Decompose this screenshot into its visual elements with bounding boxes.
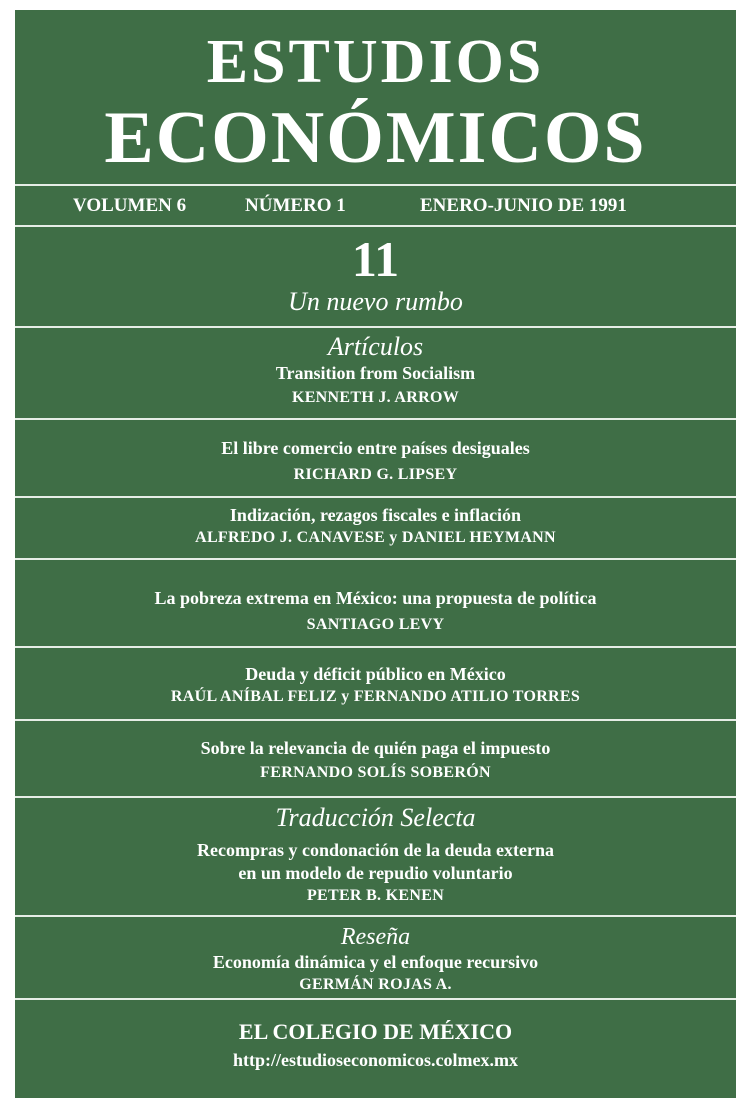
journal-url: http://estudioseconomicos.colmex.mx bbox=[233, 1050, 518, 1070]
divider bbox=[15, 558, 736, 560]
translation-author: PETER B. KENEN bbox=[306, 887, 445, 904]
translation-title-line1: Recompras y condonación de la deuda externa bbox=[197, 840, 554, 860]
article-title: Deuda y déficit público en México bbox=[245, 664, 506, 684]
divider bbox=[15, 225, 736, 227]
divider bbox=[15, 915, 736, 917]
number-label: NÚMERO 1 bbox=[245, 195, 346, 216]
divider bbox=[15, 796, 736, 798]
translation-block bbox=[15, 803, 736, 907]
journal-cover bbox=[15, 10, 736, 1098]
translation-title-line2: en un modelo de repudio voluntario bbox=[238, 863, 513, 883]
article-block bbox=[15, 332, 736, 409]
article-title: Indización, rezagos fiscales e inflación bbox=[229, 505, 522, 525]
article-author: SANTIAGO LEVY bbox=[306, 616, 445, 633]
volume-label: VOLUMEN 6 bbox=[73, 195, 187, 216]
article-title: Sobre la relevancia de quién paga el impuesto bbox=[200, 738, 551, 758]
divider bbox=[15, 998, 736, 1000]
journal-title-line1: ESTUDIOS bbox=[206, 28, 545, 96]
section-heading-traduccion: Traducción Selecta bbox=[275, 803, 476, 832]
publisher-name: EL COLEGIO DE MÉXICO bbox=[238, 1019, 513, 1044]
divider bbox=[15, 646, 736, 648]
divider bbox=[15, 496, 736, 498]
review-title: Economía dinámica y el enfoque recursivo bbox=[212, 952, 539, 972]
issue-number: 11 bbox=[351, 231, 400, 287]
divider bbox=[15, 719, 736, 721]
footer bbox=[15, 1018, 736, 1072]
article-author: RICHARD G. LIPSEY bbox=[293, 466, 458, 483]
divider bbox=[15, 326, 736, 328]
article-author: ALFREDO J. CANAVESE y DANIEL HEYMANN bbox=[195, 529, 556, 546]
article-author: KENNETH J. ARROW bbox=[291, 389, 460, 406]
article-author: FERNANDO SOLÍS SOBERÓN bbox=[260, 764, 491, 781]
journal-title-line2: ECONÓMICOS bbox=[104, 97, 647, 179]
section-heading-articulos: Artículos bbox=[327, 332, 424, 361]
review-block bbox=[15, 923, 736, 996]
article-title: Transition from Socialism bbox=[275, 363, 476, 383]
issue-theme: Un nuevo rumbo bbox=[288, 287, 463, 316]
section-heading-resena: Reseña bbox=[340, 924, 411, 950]
period-label: ENERO-JUNIO DE 1991 bbox=[420, 195, 627, 216]
article-block bbox=[15, 663, 736, 708]
article-block bbox=[15, 504, 736, 549]
divider bbox=[15, 184, 736, 186]
article-block bbox=[15, 437, 736, 486]
divider bbox=[15, 418, 736, 420]
article-title: El libre comercio entre países desiguales bbox=[221, 438, 530, 458]
article-block bbox=[15, 587, 736, 636]
issue-block bbox=[15, 233, 736, 317]
review-author: GERMÁN ROJAS A. bbox=[299, 976, 452, 993]
article-block bbox=[15, 737, 736, 784]
article-author: RAÚL ANÍBAL FELIZ y FERNANDO ATILIO TORRES bbox=[170, 688, 581, 705]
article-title: La pobreza extrema en México: una propuesta de política bbox=[154, 588, 597, 608]
